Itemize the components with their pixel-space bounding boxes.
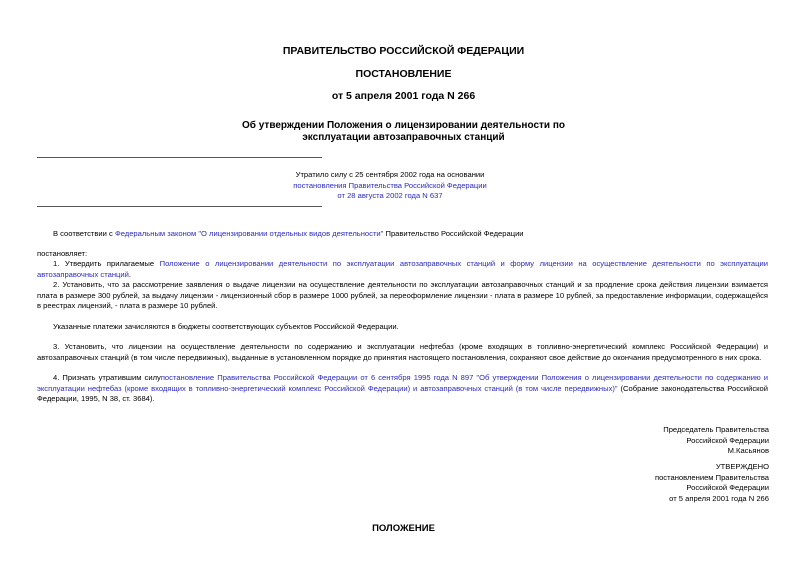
item-1 xyxy=(37,259,768,280)
approval-block xyxy=(655,462,769,504)
payments-note: Указанные платежи зачисляются в бюджеты соответствующих субъектов Российской Федерации. xyxy=(53,322,399,331)
document-title xyxy=(0,120,807,144)
status-note xyxy=(180,170,600,202)
item-4-prefix: 4. Признать утратившим силу xyxy=(53,373,161,382)
document-title-line1: Об утверждении Положения о лицензировании деятельности по xyxy=(242,120,565,131)
federal-law-link[interactable]: Федеральным законом "О лицензировании отдельных видов деятельности" xyxy=(114,229,384,238)
signature-name: М.Касьянов xyxy=(727,446,769,455)
document-title-line2: эксплуатации автозаправочных станций xyxy=(302,132,505,143)
regulation-link[interactable]: Положение о лицензировании деятельности по эксплуатации автозаправочных станций и форму лицензии на осуществление деятельности по эксплуатации автозаправочных станций xyxy=(37,259,768,279)
approval-line4: от 5 апреля 2001 года N 266 xyxy=(669,493,769,503)
repeal-resolution-date-link[interactable]: от 28 августа 2002 года N 637 xyxy=(337,191,443,200)
approval-label: УТВЕРЖДЕНО xyxy=(715,462,769,471)
approval-line3: Российской Федерации xyxy=(686,483,769,492)
signature-title: Председатель Правительства xyxy=(663,425,769,434)
item-3: 3. Установить, что лицензии на осуществление деятельности по содержанию и эксплуатации нефтебаз (кроме входящих в топливно-энергетический комплекс Российской Федерации) и автозаправочных станций (в том числе передвижных), выданные в установленном порядке до принятия настоящего постановления, сохраняют свое действие до окончания предусмотренного в них срока. xyxy=(37,342,768,362)
item-1-suffix: . xyxy=(128,269,131,279)
government-heading: ПРАВИТЕЛЬСТВО РОССИЙСКОЙ ФЕДЕРАЦИИ xyxy=(282,45,525,57)
repeal-resolution-link[interactable]: постановления Правительства Российской Федерации xyxy=(293,180,487,190)
item-2: 2. Установить, что за рассмотрение заявления о выдаче лицензии на осуществление деятельности по эксплуатации автозаправочных станций и за продление срока действия лицензии взимается плата в размере 300 рублей, за выдачу лицензии - лицензионный сбор в размере 1000 рублей, за переоформление лицензии - плата в размере 10 рублей, за предоставление информации, содержащейся в реестрах лицензий, - плата в размере 10 рублей. xyxy=(37,280,768,310)
signature-block xyxy=(663,425,769,457)
repealed-resolution-link[interactable]: постановление Правительства Российской Федерации от 6 сентября 1995 года N 897 "Об утверждении Положения о лицензировании деятельности по содержанию и эксплуатации нефтебаз (кроме входящих в топливно-энергетический комплекс Российской Федерации) и автозаправочных станций (в том числе передвижных)" xyxy=(37,373,768,393)
approval-line2: постановлением Правительства xyxy=(654,472,769,482)
item-1-prefix: 1. Утвердить прилагаемые xyxy=(53,259,160,268)
top-divider xyxy=(37,157,322,158)
preamble xyxy=(37,229,768,240)
item-4-suffix: (Собрание законодательства Российской Федерации, 1995, N 38, ст. 3684). xyxy=(37,383,769,403)
preamble-prefix: В соответствии с xyxy=(53,229,115,238)
signature-country: Российской Федерации xyxy=(686,435,769,445)
date-number-heading: от 5 апреля 2001 года N 266 xyxy=(331,90,476,102)
item-4 xyxy=(37,373,768,405)
preamble-suffix: Правительство Российской Федерации xyxy=(383,229,524,238)
resolves-label: постановляет: xyxy=(37,249,88,258)
bottom-divider xyxy=(37,206,322,207)
regulation-heading: ПОЛОЖЕНИЕ xyxy=(372,523,435,534)
doc-type-heading: ПОСТАНОВЛЕНИЕ xyxy=(355,68,452,80)
status-line: Утратило силу с 25 сентября 2002 года на основании xyxy=(295,170,485,179)
